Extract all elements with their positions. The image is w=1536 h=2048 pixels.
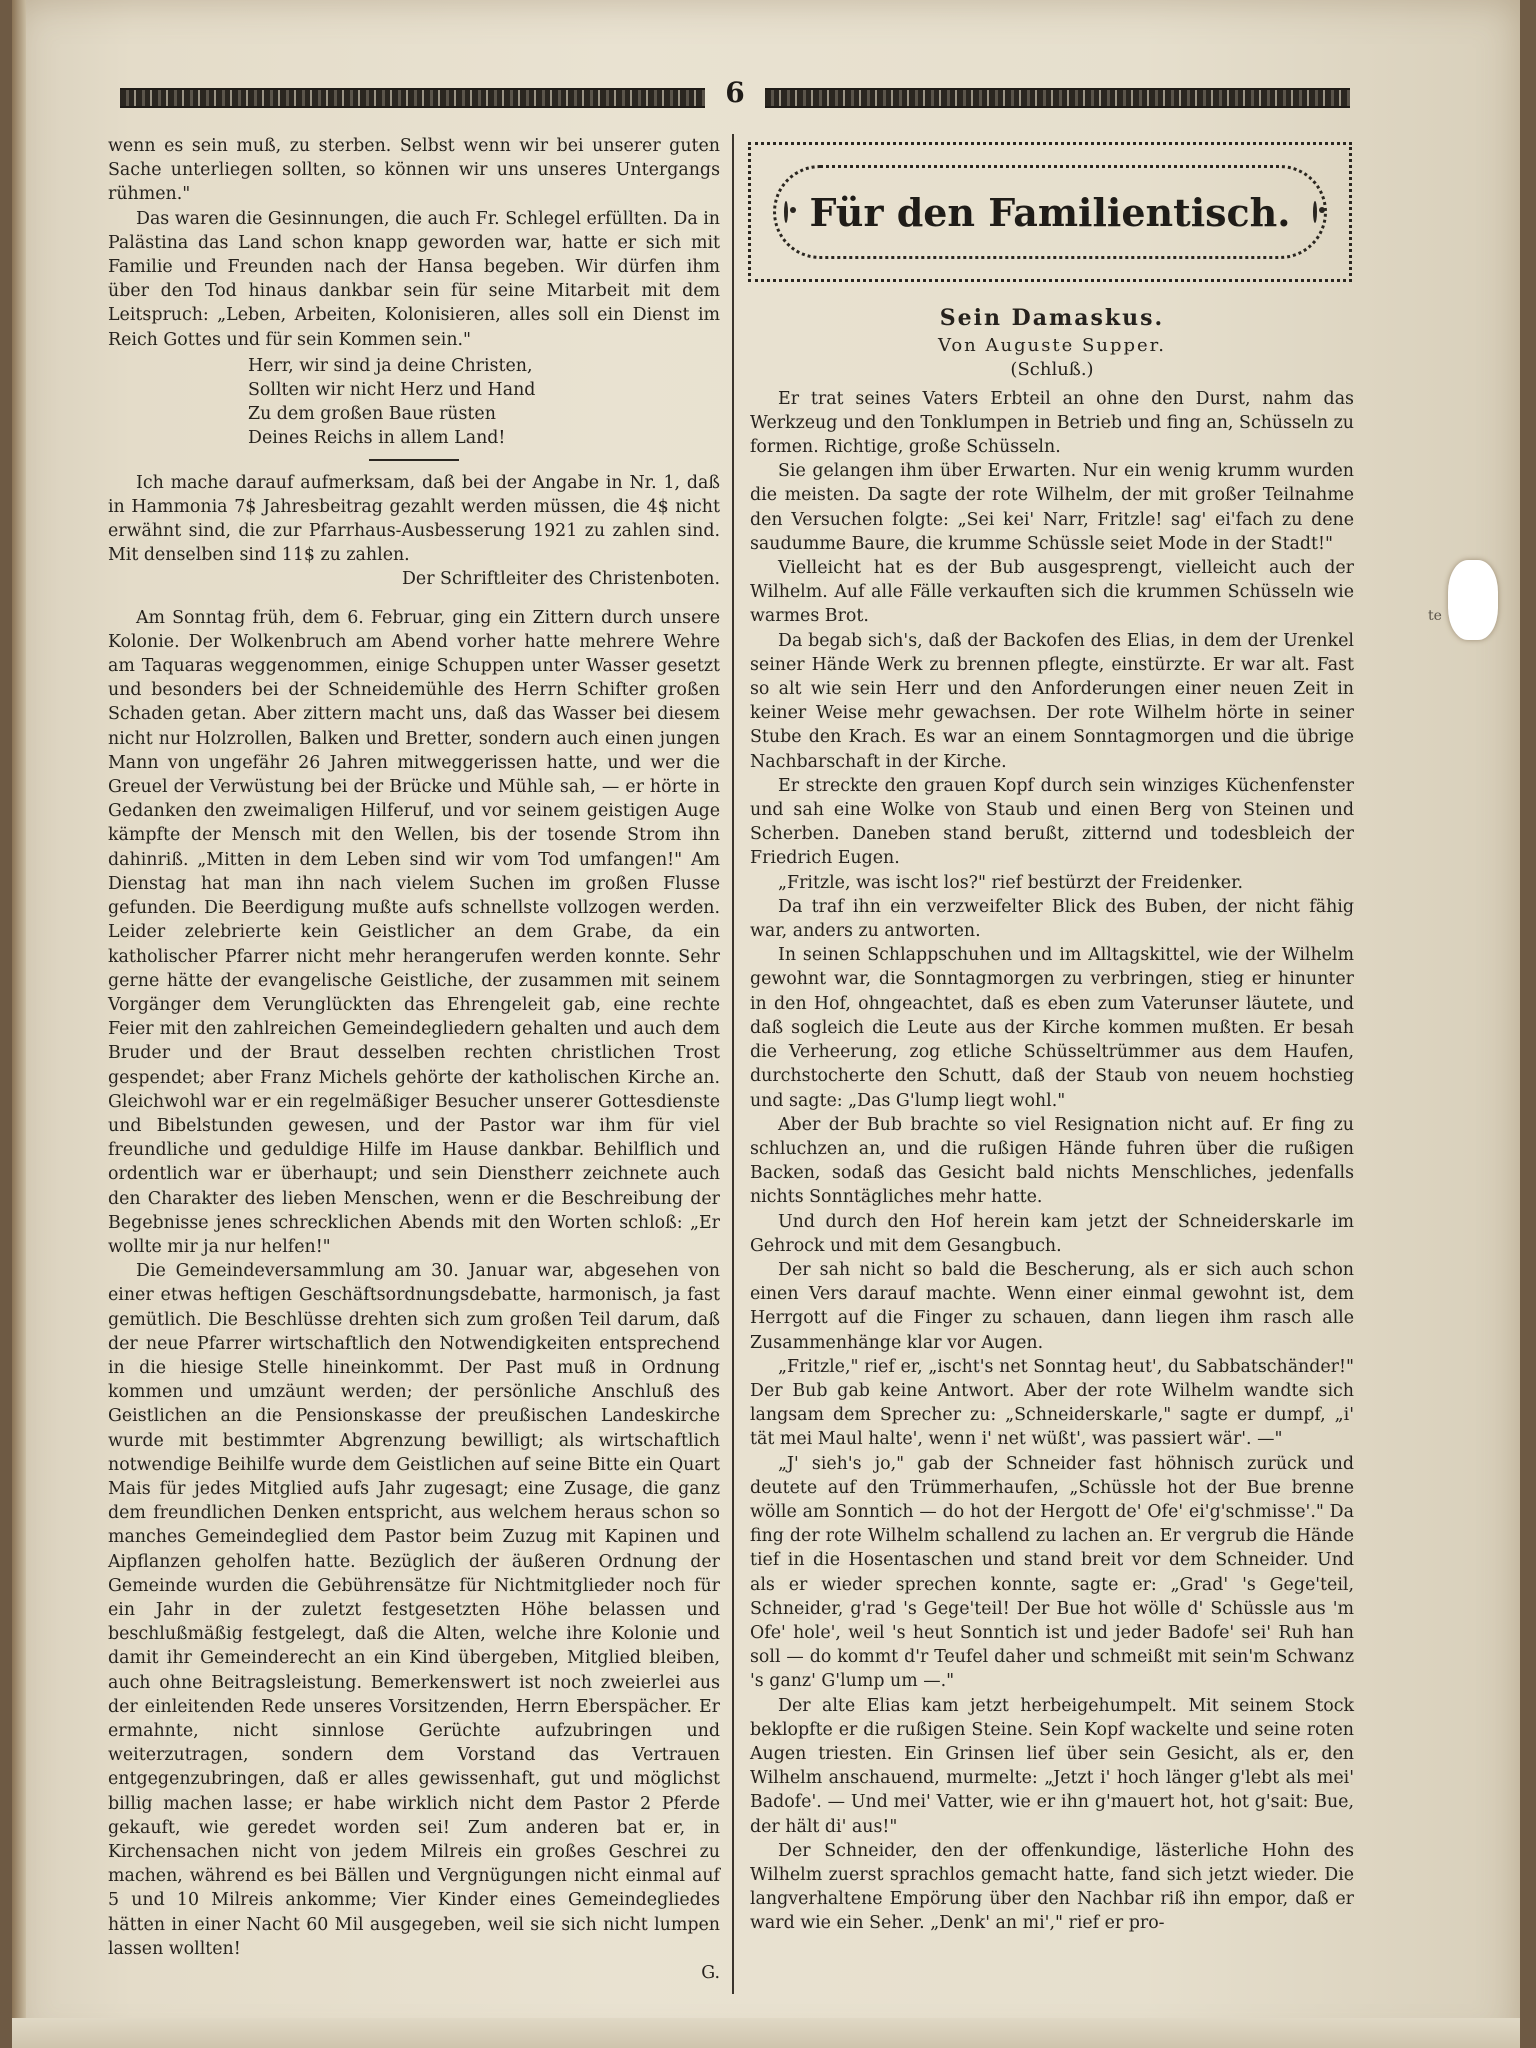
page-bottom-edge — [12, 2018, 1520, 2048]
story-paragraph: „Fritzle, was ischt los?" rief bestürzt der Freidenker. — [778, 872, 1244, 893]
verse-line: Zu dem großen Baue rüsten — [248, 404, 496, 425]
schlegel-paragraph: Das waren die Gesinnungen, die auch Fr. Schlegel erfüllten. Da in Palästina das Land schon knapp geworden war, hatte er sich mit Familie und Freunden nach der Hansa begeben. Wir dürfen ihm über den Tod hinaus dankbar sein für seine Mitarbeit mit dem Leitspruch: „Leben, Arbeiten, Kolonisieren, alles soll ein Dienst im Reich Gottes und für sein Kommen sein." — [108, 208, 720, 350]
story-paragraph: „Fritzle," rief er, „ischt's net Sonntag heut', du Sabbatschänder!" Der Bub gab keine Antwort. Aber der rote Wilhelm wandte sich langsam dem Sprecher zu: „Schneiderskarle," sagte er dumpf, „i' tät mei Maul halte', wenn i' net wüßt', was passiert wär'. —" — [750, 1356, 1354, 1450]
story-title: Sein Damaskus. — [939, 305, 1165, 331]
rosette-icon — [1313, 201, 1317, 223]
section-title-frame — [773, 165, 1327, 259]
page-header — [120, 76, 1350, 112]
left-column — [108, 134, 720, 1985]
story-paragraph: „J' sieh's jo," gab der Schneider fast höhnisch zurück und deutete auf den Trümmerhaufen, „Schüssle hot der Bue brenne wölle am Sonntich — do hot der Hergott de' Ofe' ei'g'schmisse'." Da fing der rote Wilhelm schallend zu lachen an. Er vergrub die Hände tief in die Hosentaschen und stand breit vor dem Schneider. Und als er wieder sprechen konnte, sagte er: „Grad' 's Gege'teil, Schneider, g'rad 's Gege'teil! Der Bue hot wölle d' Schüssle aus 'm Ofe' hole', weil 's heut Sonntich ist und jeder Badofe' sei' Ruh han soll — do kommt d'r Teufel daher und schmeißt mit sein'm Schwanz 's ganz' G'lump um —." — [750, 1453, 1354, 1692]
section-rule — [369, 459, 459, 461]
story-paragraph: Aber der Bub brachte so viel Resignation nicht auf. Er fing zu schluchzen an, und die rußigen Hände fuhren über die rußigen Backen, sodaß das Gesicht bald nichts Menschliches, jedenfalls nichts Sonntägliches mehr hatte. — [750, 1114, 1354, 1208]
story-paragraph: Da traf ihn ein verzweifelter Blick des Buben, der nicht fähig war, anders zu antworten. — [750, 896, 1354, 942]
section-title-box — [748, 142, 1352, 282]
verse-line: Herr, wir sind ja deine Christen, — [248, 355, 533, 376]
story-paragraph: Vielleicht hat es der Bub ausgesprengt, vielleicht auch der Wilhelm. Auf alle Fälle verkauften sich die krummen Schüsseln wie warmes Brot. — [750, 558, 1354, 627]
assembly-signature: G. — [701, 1963, 720, 1984]
verse-line: Deines Reichs in allem Land! — [248, 428, 506, 449]
section-title: Für den Familientisch. — [809, 189, 1291, 235]
story-author: Von Auguste Supper. — [937, 335, 1167, 357]
page-spine — [12, 0, 26, 2048]
rosette-icon — [784, 201, 788, 223]
story-paragraph: Da begab sich's, daß der Backofen des Elias, in dem der Urenkel seiner Hände Werk zu brennen pflegte, einstürzte. Er war alt. Fast so alt wie sein Herr und den Anforderungen einer neuen Zeit in keiner Weise mehr gewachsen. Der rote Wilhelm hörte in seiner Stube den Krach. Es war an einem Sonntagmorgen und die übrige Nachbarschaft in der Kirche. — [750, 630, 1354, 772]
story-paragraph: Der Schneider, den der offenkundige, lästerliche Hohn des Wilhelm zuerst sprachlos gemacht hatte, fand sich jetzt wieder. Die langverhaltene Empörung über den Nachbar riß ihn empor, daß er ward wie ein Seher. „Denk' an mi'," rief er pro- — [750, 1840, 1354, 1934]
assembly-paragraph: Die Gemeindeversammlung am 30. Januar war, abgesehen von einer etwas heftigen Geschäftsordnungsdebatte, harmonisch, ja fast gemütlich. Die Beschlüsse drehten sich zum großen Teil darum, daß der neue Pfarrer wirtschaftlich den Notwendigkeiten entsprechend in die hiesige Stelle hineinkommt. Der Past muß in Ordnung kommen und umzäunt werden; der persönliche Anschluß des Geistlichen an die Pensionskasse der preußischen Landeskirche wurde mit bestimmter Abgrenzung bewilligt; als wirtschaftlich notwendige Beihilfe wurde dem Geistlichen auf seine Bitte ein Quart Mais für jedes Mitglied aufs Jahr zugesagt; eine Zusage, die ganz dem freundlichen Denken entspricht, aus welchem heraus schon so manches Gemeindeglied dem Pastor beim Zuzug mit Kapinen und Aipflanzen geholfen hatte. Bezüglich der äußeren Ordnung der Gemeinde wurden die Gebührensätze für Nichtmitglieder noch für ein Jahr in der zuletzt festgesetzten Höhe belassen und beschlußmäßig festgelegt, daß die Alten, welche ihre Kolonie und damit ihr Gemeinderecht an ein Kind übergeben, Mitglied bleiben, auch ohne Beitragsleistung. Bemerkenswert ist noch zweierlei aus der einleitenden Rede unseres Vorsitzenden, Herrn Eberspächer. Er ermahnte, nicht sinnlose Gerüchte aufzubringen und weiterzutragen, sondern dem Vorstand das Vertrauen entgegenzubringen, daß er alles gewissenhaft, gut und möglichst billig machen lasse; er habe wirklich nicht dem Pastor 2 Pferde gekauft, wie geredet worden sei! Zum anderen bat er, in Kirchensachen nicht von jedem Milreis ein großes Geschrei zu machen, während es bei Bällen und Vergnügungen nicht einmal auf 5 und 10 Milreis ankomme; Vier Kinder eines Gemeindegliedes hätten in einer Nacht 60 Mil ausgegeben, weil sie sich nicht lumpen lassen wollten! — [108, 1261, 720, 1959]
page-number: 6 — [725, 76, 745, 109]
notice-signature: Der Schriftleiter des Christenboten. — [401, 569, 720, 590]
intro-paragraph: wenn es sein muß, zu sterben. Selbst wenn wir bei unserer guten Sache unterliegen sollten, so können wir uns unseres Untergangs rühmen." — [108, 136, 720, 205]
flood-paragraph: Am Sonntag früh, dem 6. Februar, ging ein Zittern durch unsere Kolonie. Der Wolkenbruch am Abend vorher hatte mehrere Wehre am Taquaras weggenommen, einige Schuppen unter Wasser gesetzt und besonders bei der Schneidemühle des Herrn Schifter großen Schaden getan. Aber zittern macht uns, daß das Wasser bei diesem nicht nur Holzrollen, Balken und Bretter, sondern auch einen jungen Mann von ungefähr 26 Jahren mitweggerissen hatte, und wer die Greuel der Verwüstung bei der Brücke und Mühle sah, — er hörte in Gedanken den zweimaligen Hilferuf, und vor seinem geistigen Auge kämpfte der Mensch mit den Wellen, bis der tosende Strom ihn dahinriß. „Mitten in dem Leben sind wir vom Tod umfangen!" Am Dienstag hat man ihn nach vielem Suchen im großen Flusse gefunden. Die Beerdigung mußte aufs schnellste vollzogen werden. Leider zelebrierte kein Geistlicher an dem Grabe, da ein katholischer Pfarrer nicht mehr herangerufen werden konnte. Sehr gerne hätte der evangelische Geistliche, der zusammen mit seinem Vorgänger dem Verunglückten das Ehrengeleit gab, eine rechte Feier mit den zahlreichen Gemeindegliedern gehalten und auch dem Bruder und der Braut desselben rechten christlichen Trost gespendet; aber Franz Michels gehörte der katholischen Kirche an. Gleichwohl war er ein regelmäßiger Besucher unserer Gottesdienste und Bibelstunden gewesen, und der Pastor war ihm für viel freundliche und geduldige Hilfe im Hause dankbar. Behilflich und ordentlich war er überhaupt; und sein Dienstherr zeichnete auch den Charakter des lieben Menschen, wenn er die Beschreibung der Begebnisse jenes schrecklichen Abends mit den Worten schloß: „Er wollte mir ja nur helfen!" — [108, 607, 720, 1257]
column-divider — [732, 134, 734, 1994]
story-paragraph: In seinen Schlappschuhen und im Alltagskittel, wie der Wilhelm gewohnt war, die Sonntagmorgen zu verbringen, stieg er hinunter in den Hof, ohngeachtet, daß es eben zum Vaterunser läutete, und daß sogleich die Leute aus der Kirche kommen mußten. Er besah die Verheerung, zog etliche Schüsseltrümmer aus dem Haufen, durchstocherte den Schutt, daß der Staub von neuem hochstieg und sagte: „Das G'lump liegt wohl." — [750, 945, 1354, 1111]
story-paragraph: Er streckte den grauen Kopf durch sein winziges Küchenfenster und sah eine Wolke von Staub und einen Berg von Steinen und Scherben. Daneben stand berußt, zitternd und todesbleich der Friedrich Eugen. — [750, 775, 1354, 869]
story-paragraph: Und durch den Hof herein kam jetzt der Schneiderskarle im Gehrock und mit dem Gesangbuch. — [750, 1211, 1354, 1256]
verse-line: Sollten wir nicht Herz und Hand — [248, 380, 536, 401]
margin-fragment: te — [1428, 608, 1442, 624]
notice-paragraph: Ich mache darauf aufmerksam, daß bei der Angabe in Nr. 1, daß in Hammonia 7$ Jahresbeitrag gezahlt werden müssen, die 4$ nicht erwähnt sind, die zur Pfarrhaus-Ausbesserung 1921 zu zahlen sind. Mit denselben sind 11$ zu zahlen. — [108, 472, 720, 566]
newspaper-page — [12, 0, 1520, 2048]
header-ornament-right — [765, 88, 1350, 108]
story-paragraph: Der alte Elias kam jetzt herbeigehumpelt. Mit seinem Stock beklopfte er die rußigen Steine. Sein Kopf wackelte und seine roten Augen triesten. Ein Grinsen lief über sein Gesicht, als er, den Wilhelm anschauend, murmelte: „Jetzt i' hoch länger g'lebt als mei' Badofe'. — Und mei' Vatter, wie er ihn g'mauert hot, hot g'sait: Bue, der hält di' aus!" — [750, 1695, 1354, 1837]
hymn-verse — [248, 354, 720, 451]
story-paragraph: Der sah nicht so bald die Bescherung, als er sich auch schon einen Vers darauf machte. Wenn einer einmal gewohnt ist, dem Herrgott auf die Finger zu schauen, dann liegen ihm rasch alle Zusammenhänge klar vor Augen. — [750, 1259, 1354, 1353]
paper-hole — [1448, 560, 1498, 640]
story-paragraph: Sie gelangen ihm über Erwarten. Nur ein wenig krumm wurden die meisten. Da sagte der rote Wilhelm, der mit großer Teilnahme den Versuchen folgte: „Sei kei' Narr, Fritzle! sag' ei'fach zu dene saudumme Baure, die krumme Schüssle seiet Mode in der Stadt!" — [750, 461, 1354, 554]
story-continuation: (Schluß.) — [1010, 359, 1094, 381]
right-column — [750, 306, 1354, 1936]
story-paragraph: Er trat seines Vaters Erbteil an ohne den Durst, nahm das Werkzeug und den Tonklumpen in Betrieb und fing an, Schüsseln zu formen. Richtige, große Schüsseln. — [750, 388, 1354, 458]
header-ornament-left — [120, 88, 705, 108]
